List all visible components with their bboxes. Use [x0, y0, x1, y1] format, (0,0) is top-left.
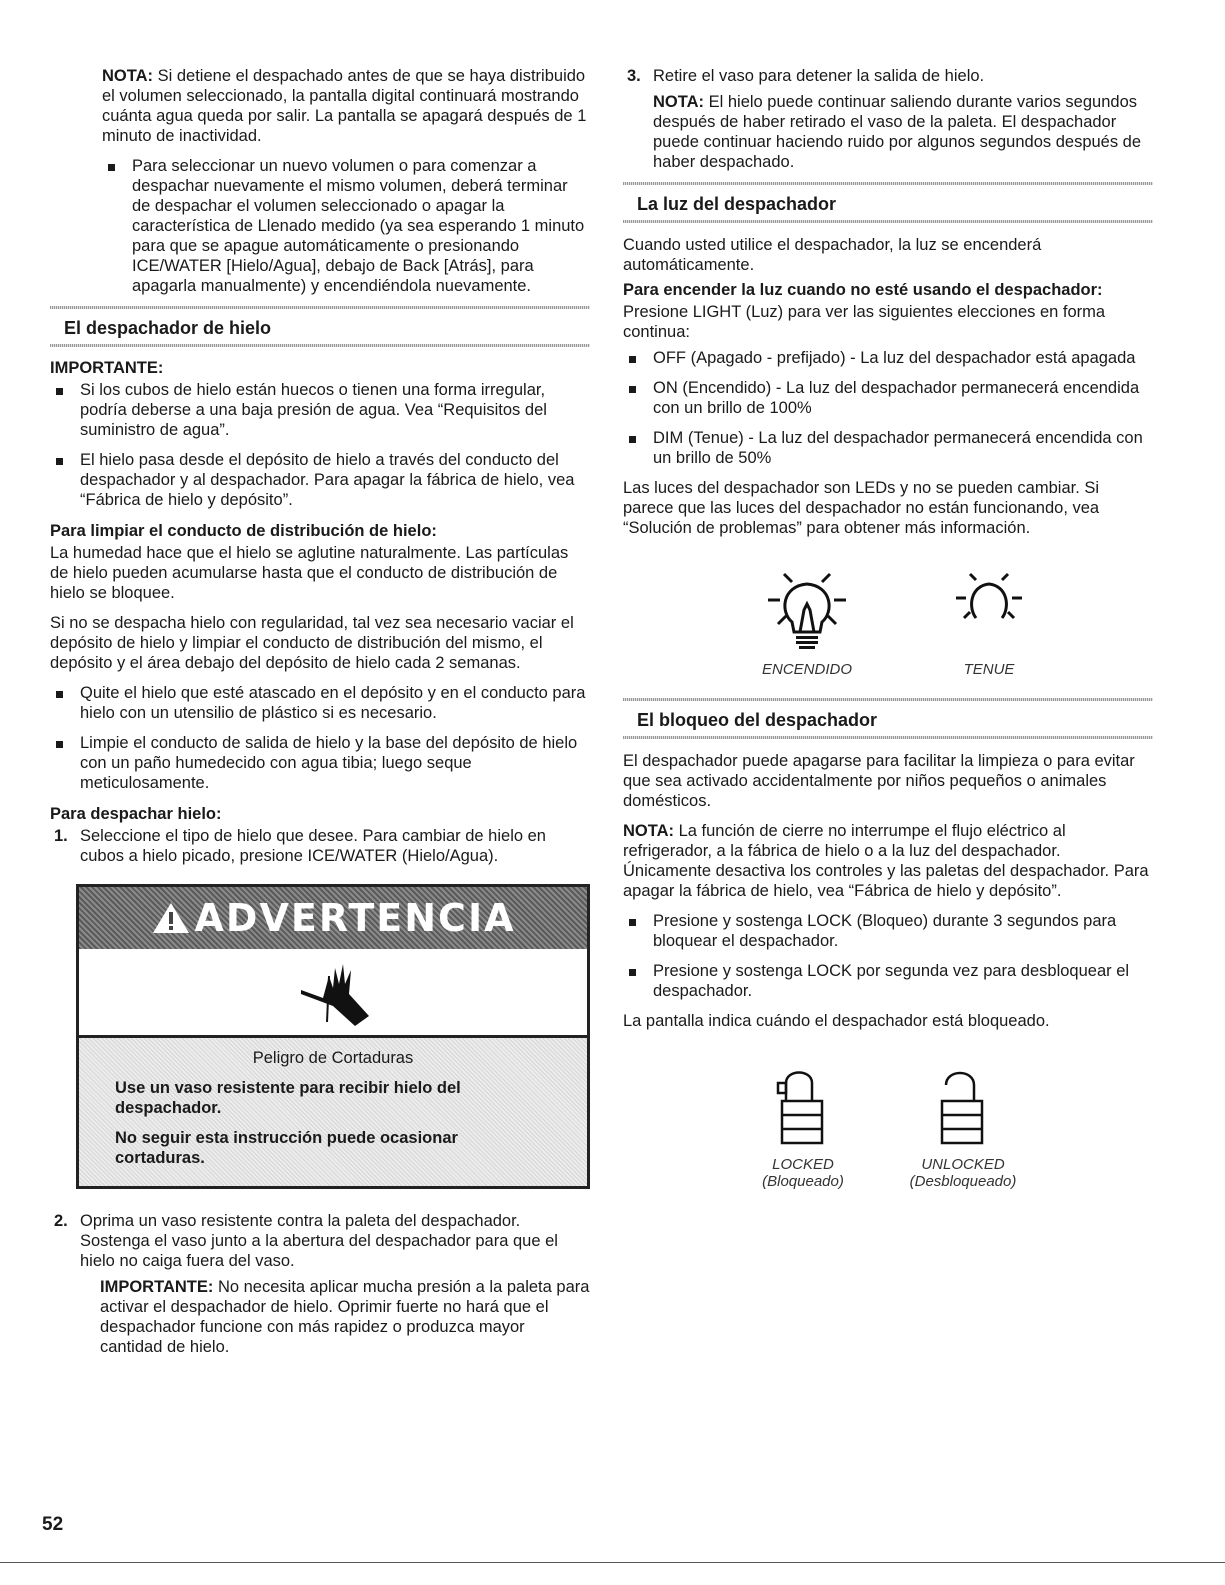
warning-triangle-icon [151, 901, 191, 935]
bullet-icon [102, 156, 132, 296]
light-figure [623, 560, 1153, 678]
caption-locked-es: (Bloqueado) [762, 1173, 844, 1190]
lightbulb-on-icon [732, 560, 882, 656]
bullet-icon [50, 733, 80, 793]
bullet-icon [623, 911, 653, 951]
step-number: 3. [627, 67, 641, 85]
bullet-icon [623, 348, 653, 368]
list-item [50, 733, 590, 793]
paragraph: El despachador puede apagarse para facilitar la limpieza o para evitar que sea activado accidentalmente por niños pequeños o animales domésticos. [623, 752, 1135, 810]
lightbulb-dim-icon [934, 560, 1044, 656]
list-item [50, 450, 590, 510]
step-item [50, 826, 590, 866]
nota-text: El hielo puede continuar saliendo durante varios segundos después de haber retirado el vaso de la paleta. El despachador puede continuar haciendo ruido por algunos segundos después de haber despachado. [653, 93, 1142, 171]
section-heading-ice-dispenser: El despachador de hielo [50, 306, 590, 347]
subheading-light-on: Para encender la luz cuando no esté usando el despachador: [623, 281, 1103, 299]
lock-figure [623, 1061, 1153, 1190]
list-item [623, 428, 1153, 468]
caption-dim: TENUE [963, 661, 1015, 678]
list-item [623, 348, 1153, 368]
bullet-icon [50, 450, 80, 510]
subheading-dispense-ice: Para despachar hielo: [50, 805, 222, 823]
list-item-text: El hielo pasa desde el depósito de hielo a través del conducto del despachador y al despachador. Para apagar la fábrica de hielo, vea “Fábrica de hielo y depósito”. [80, 451, 575, 509]
nota-label: NOTA: [653, 93, 705, 111]
warning-header [79, 887, 587, 949]
step-item [623, 66, 1153, 86]
list-item [623, 961, 1153, 1001]
list-item-text: Si los cubos de hielo están huecos o tienen una forma irregular, podría deberse a una baja presión de agua. Vea “Requisitos del suministro de agua”. [80, 381, 547, 439]
step-item [50, 1211, 590, 1271]
bullet-icon [623, 428, 653, 468]
important-note [50, 1277, 590, 1357]
section-heading-dispenser-lock: El bloqueo del despachador [623, 698, 1153, 739]
page-number: 52 [42, 1514, 64, 1535]
list-item-text: DIM (Tenue) - La luz del despachador permanecerá encendida con un brillo de 50% [653, 429, 1143, 467]
step-text: Oprima un vaso resistente contra la paleta del despachador. Sostenga el vaso junto a la abertura del despachador para que el hielo no caiga fuera del vaso. [80, 1212, 558, 1270]
warning-title: ADVERTENCIA [194, 896, 516, 940]
important-note-text: No necesita aplicar mucha presión a la paleta para activar el despachador de hielo. Oprimir fuerte no hará que el despachador funcione con más rapidez o produzca mayor cantidad de hielo. [100, 1278, 590, 1356]
bullet-icon [50, 380, 80, 440]
paragraph: Cuando usted utilice el despachador, la luz se encenderá automáticamente. [623, 236, 1042, 274]
paragraph: La humedad hace que el hielo se aglutine naturalmente. Las partículas de hielo pueden acumularse hasta que el conducto de distribución de hielo se bloquee. [50, 544, 569, 602]
nota-paragraph [50, 66, 590, 146]
warning-box [76, 884, 590, 1189]
list-item [50, 156, 590, 296]
nota-label: NOTA: [102, 67, 154, 85]
list-item-text: Limpie el conducto de salida de hielo y la base del depósito de hielo con un paño humedecido con agua tibia; luego seque meticulosamente. [80, 734, 578, 792]
lock-open-icon [898, 1061, 1028, 1151]
bullet-icon [623, 961, 653, 1001]
list-item-text: Presione y sostenga LOCK por segunda vez para desbloquear el despachador. [653, 962, 1130, 1000]
list-item-text: Para seleccionar un nuevo volumen o para comenzar a despachar nuevamente el mismo volumen, deberá terminar de despachar el volumen seleccionado o apagar la característica de Llenado medido (ya sea esperando 1 minuto para que se apague automáticamente o presionando ICE/WATER [Hielo/Agua], debajo de Back [Atrás], para apagarla manualmente) y encendiéndola nuevamente. [132, 157, 585, 295]
importante-label: IMPORTANTE: [100, 1278, 214, 1296]
importante-label: IMPORTANTE: [50, 359, 164, 377]
warning-icon-area [79, 949, 587, 1038]
list-item-text: Quite el hielo que esté atascado en el depósito y en el conducto para hielo con un utensilio de plástico si es necesario. [80, 684, 586, 722]
warning-body [79, 1038, 587, 1186]
step-number: 2. [54, 1212, 68, 1230]
step-text: Seleccione el tipo de hielo que desee. Para cambiar de hielo en cubos a hielo picado, presione ICE/WATER (Hielo/Agua). [80, 827, 546, 865]
nota-text: Si detiene el despachado antes de que se haya distribuido el volumen seleccionado, la pantalla digital continuará mostrando cuánta agua queda por salir. La pantalla se apagará después de 1 minuto de inactividad. [102, 67, 587, 145]
light-on-figure [732, 560, 882, 678]
bullet-icon [50, 683, 80, 723]
list-item [623, 378, 1153, 418]
nota-paragraph [623, 821, 1153, 901]
caption-unlocked-es: (Desbloqueado) [909, 1173, 1017, 1190]
list-item-text: OFF (Apagado - prefijado) - La luz del despachador está apagada [653, 349, 1136, 367]
step-text: Retire el vaso para detener la salida de hielo. [653, 67, 985, 85]
warning-subtitle: Peligro de Cortaduras [252, 1049, 414, 1067]
bullet-icon [623, 378, 653, 418]
step-number: 1. [54, 827, 68, 845]
light-dim-figure [934, 560, 1044, 678]
subheading-clean-chute: Para limpiar el conducto de distribución de hielo: [50, 522, 437, 540]
right-column [623, 66, 1153, 1190]
paragraph: Presione LIGHT (Luz) para ver las siguientes elecciones en forma continua: [623, 303, 1106, 341]
list-item [50, 380, 590, 440]
lock-closed-icon [748, 1061, 858, 1151]
caption-unlocked: UNLOCKED [921, 1156, 1005, 1173]
caption-on: ENCENDIDO [761, 661, 852, 678]
paragraph: La pantalla indica cuándo el despachador está bloqueado. [623, 1012, 1050, 1030]
cut-hand-icon [293, 954, 373, 1030]
list-item-text: Presione y sostenga LOCK (Bloqueo) durante 3 segundos para bloquear el despachador. [653, 912, 1117, 950]
paragraph: Si no se despacha hielo con regularidad, tal vez sea necesario vaciar el depósito de hielo y limpiar el conducto de distribución del mismo, el depósito y el área debajo del depósito de hielo cada 2 semanas. [50, 614, 574, 672]
left-column [50, 66, 590, 1357]
caption-locked: LOCKED [772, 1156, 834, 1173]
unlocked-figure [898, 1061, 1028, 1190]
section-heading-dispenser-light: La luz del despachador [623, 182, 1153, 223]
warning-line: Use un vaso resistente para recibir hielo del despachador. [115, 1079, 461, 1117]
warning-line: No seguir esta instrucción puede ocasionar cortaduras. [115, 1129, 458, 1167]
nota-text: La función de cierre no interrumpe el flujo eléctrico al refrigerador, a la fábrica de hielo o a la luz del despachador. Únicamente desactiva los controles y las paletas del despachador. Para apagar la fábrica de hielo, vea “Fábrica de hielo y depósito”. [623, 822, 1149, 900]
list-item-text: ON (Encendido) - La luz del despachador permanecerá encendida con un brillo de 100% [653, 379, 1140, 417]
paragraph: Las luces del despachador son LEDs y no se pueden cambiar. Si parece que las luces del despachador no están funcionando, vea “Solución de problemas” para obtener más información. [623, 479, 1100, 537]
list-item [623, 911, 1153, 951]
locked-figure [748, 1061, 858, 1190]
nota-label: NOTA: [623, 822, 675, 840]
list-item [50, 683, 590, 723]
bottom-rule [0, 1562, 1225, 1563]
nota-paragraph [623, 92, 1153, 172]
